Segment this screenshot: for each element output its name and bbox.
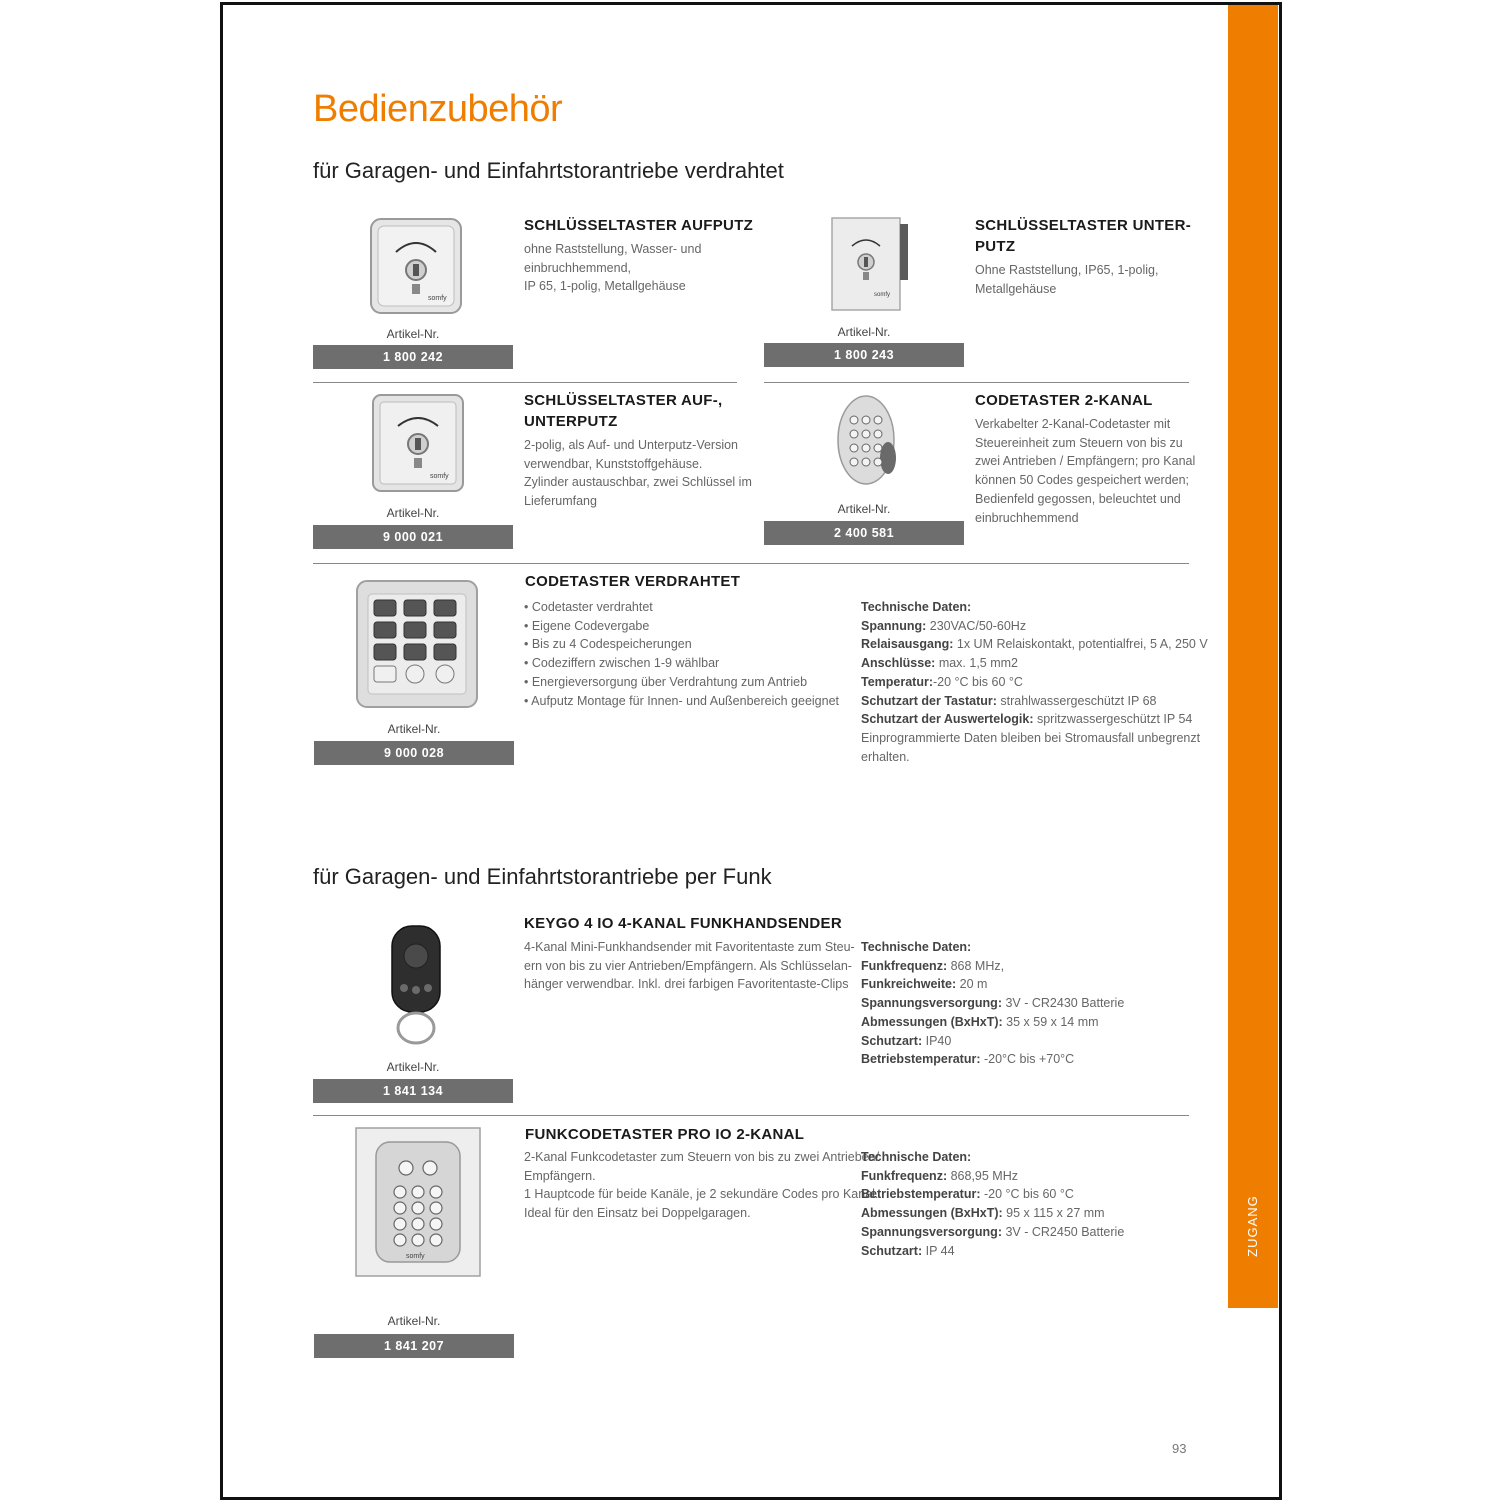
page-title: Bedienzubehör: [313, 88, 563, 130]
product-title: FUNKCODETASTER PRO IO 2-KANAL: [525, 1126, 805, 1143]
technical-data: Technische Daten: Funkfrequenz: 868,95 MHz Betriebstemperatur: -20 °C bis 60 °C Abmessungen (BxHxT): 95 x 115 x 27 mm Spannungsversorgung: 3V - CR2450 Batterie Schutzart: IP 44: [861, 1150, 1125, 1258]
divider: [313, 563, 1189, 564]
round-keypad-icon: [836, 392, 902, 488]
section-title-radio: für Garagen- und Einfahrtstorantriebe per Funk: [313, 864, 772, 889]
product-title: KEYGO 4 IO 4-KANAL FUNKHANDSENDER: [524, 915, 842, 932]
svg-text:somfy: somfy: [430, 473, 449, 480]
product-title: SCHLÜSSELTASTER AUF-, UNTERPUTZ: [524, 392, 723, 430]
radio-keypad-icon: [354, 1126, 482, 1278]
article-number-bar: 1 841 207: [314, 1334, 514, 1358]
page-number: 93: [1172, 1441, 1187, 1456]
article-number-bar: 1 841 134: [313, 1079, 513, 1103]
svg-text:somfy: somfy: [406, 1253, 425, 1260]
product-description: 2-Kanal Funkcodetaster zum Steuern von bis zu zwei Antrieben/ Empfängern. 1 Hauptcode für beide Kanäle, je 2 sekundäre Codes pro Kanal. Ideal für den Einsatz bei Doppelgaragen.: [524, 1150, 880, 1221]
divider: [313, 1115, 1189, 1116]
product-description: • Codetaster verdrahtet • Eigene Codevergabe • Bis zu 4 Codespeicherungen • Codeziffern zwischen 1-9 wählbar • Energieversorgung über Verdrahtung zum Antrieb • Aufputz Montage für Innen- und Außenbereich geeignet: [524, 600, 840, 708]
key-switch-dual-icon: [370, 392, 466, 494]
article-label: Artikel-Nr.: [386, 1060, 440, 1074]
svg-text:somfy: somfy: [874, 292, 891, 298]
technical-data: Technische Daten: Funkfrequenz: 868 MHz, Funkreichweite: 20 m Spannungsversorgung: 3V - CR2430 Batterie Abmessungen (BxHxT): 35 x 59 x 14 mm Schutzart: IP40 Betriebstemperatur: -20°C bis +70°C: [861, 940, 1125, 1067]
article-label: Artikel-Nr.: [837, 502, 891, 516]
side-tab: [1228, 5, 1278, 1308]
key-switch-flush-icon: [830, 216, 910, 312]
article-label: Artikel-Nr.: [387, 1314, 441, 1328]
product-description: 2-polig, als Auf- und Unterputz-Version verwendbar, Kunststoffgehäuse. Zylinder austauschbar, zwei Schlüssel im Lieferumfang: [524, 438, 752, 509]
product-description: ohne Raststellung, Wasser- und einbruchhemmend, IP 65, 1-polig, Metallgehäuse: [524, 242, 702, 294]
side-tab-label: ZUGANG: [1244, 1195, 1260, 1257]
article-label: Artikel-Nr.: [386, 327, 440, 341]
article-number-bar: 9 000 028: [314, 741, 514, 765]
section-title-wired: für Garagen- und Einfahrtstorantriebe verdrahtet: [313, 158, 784, 183]
svg-text:somfy: somfy: [428, 295, 447, 302]
article-number-bar: 1 800 243: [764, 343, 964, 367]
square-keypad-icon: [354, 578, 480, 710]
product-description: Verkabelter 2-Kanal-Codetaster mit Steuereinheit zum Steuern von bis zu zwei Antrieben / Empfängern; pro Kanal können 50 Codes gespeichert werden; Bedienfeld gegossen, beleuchtet und einbruchhemmend: [975, 417, 1196, 525]
article-number-bar: 2 400 581: [764, 521, 964, 545]
key-switch-surface-icon: [368, 216, 464, 316]
product-title: CODETASTER 2-KANAL: [975, 392, 1153, 409]
remote-keyfob-icon: [386, 922, 446, 1048]
article-number-bar: 9 000 021: [313, 525, 513, 549]
article-number-bar: 1 800 242: [313, 345, 513, 369]
product-title: CODETASTER VERDRAHTET: [525, 573, 741, 590]
article-label: Artikel-Nr.: [837, 325, 891, 339]
product-description: 4-Kanal Mini-Funkhandsender mit Favoritentaste zum Steu- ern von bis zu vier Antrieben/Empfängern. Als Schlüsselan- hänger verwendbar. Inkl. drei farbigen Favoritentaste-Clips: [524, 940, 855, 992]
product-description: Ohne Raststellung, IP65, 1-polig, Metallgehäuse: [975, 263, 1159, 296]
technical-data: Technische Daten: Spannung: 230VAC/50-60Hz Relaisausgang: 1x UM Relaiskontakt, potentialfrei, 5 A, 250 V Anschlüsse: max. 1,5 mm2 Temperatur:-20 °C bis 60 °C Schutzart der Tastatur: strahlwassergeschützt IP 68 Schutzart der Auswertelogik: spritzwassergeschützt IP 54 Einprogrammierte Daten bleiben bei Stromausfall unbegrenzt erhalten.: [861, 600, 1208, 764]
divider: [313, 382, 737, 383]
product-title: SCHLÜSSELTASTER AUFPUTZ: [524, 217, 754, 234]
product-title: SCHLÜSSELTASTER UNTER- PUTZ: [975, 217, 1192, 255]
article-label: Artikel-Nr.: [387, 722, 441, 736]
article-label: Artikel-Nr.: [386, 506, 440, 520]
divider: [764, 382, 1189, 383]
